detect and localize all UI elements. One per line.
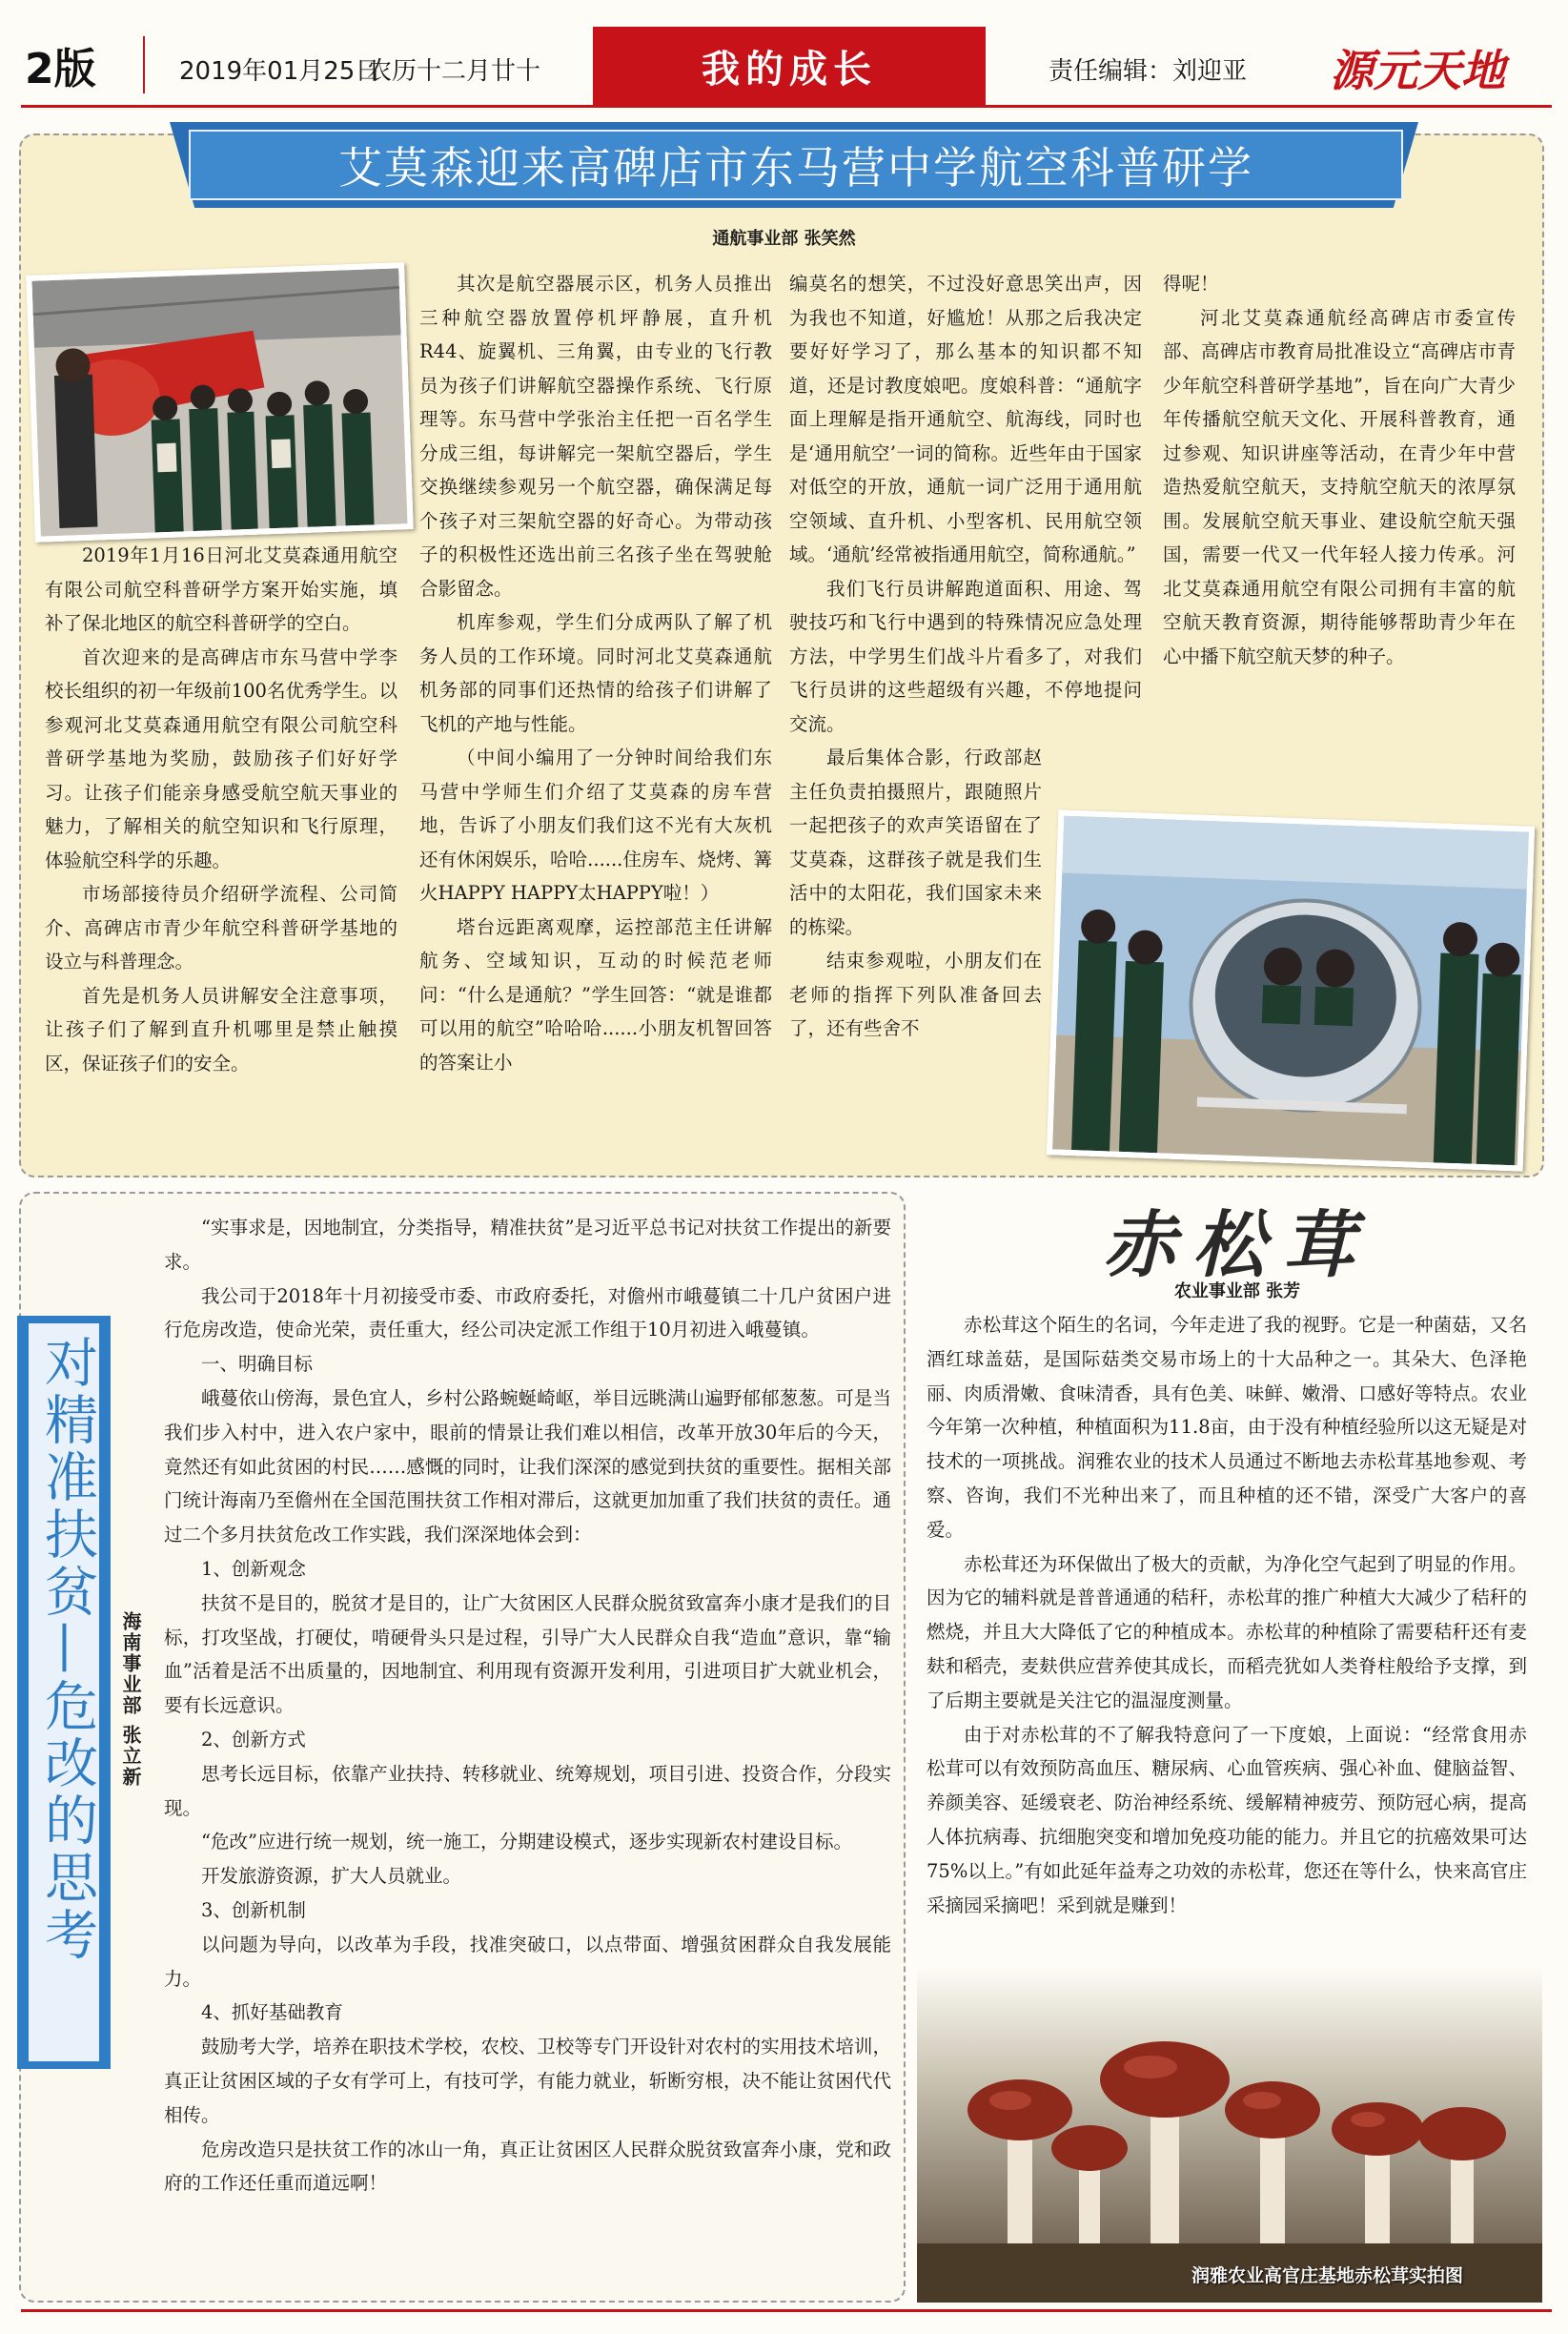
subheading: 3、创新机制 — [201, 1898, 306, 1921]
paragraph: 鼓励考大学，培养在职技术学校，农校、卫校等专门开设针对农村的实用技术培训，真正让贫困区域的子女有学可上，有技可学，有能力就业，斩断穷根，决不能让贫困代代相传。 — [164, 2036, 891, 2126]
paragraph: 市场部接待员介绍研学流程、公司简介、高碑店市青少年航空科普研学基地的设立与科普理念。 — [45, 883, 397, 972]
article-aviation-column-2 — [419, 267, 772, 1079]
paragraph: 我们飞行员讲解跑道面积、用途、驾驶技巧和飞行中遇到的特殊情况应急处理方法，中学男生们战斗片看多了，对我们飞行员讲的这些超级有兴趣，不停地提问交流。 — [789, 577, 1142, 735]
editor-credit: 责任编辑：刘迎亚 — [1049, 57, 1248, 86]
subheading: 1、创新观念 — [201, 1557, 306, 1580]
paragraph: 编莫名的想笑，不过没好意思笑出声，因为我也不知道，好尴尬！从那之后我决定要好好学习了，那么基本的知识都不知道，还是讨教度娘吧。度娘科普：“通航字面上理解是指开通航空、航海线，同时也是‘通用航空’一词的简称。近些年由于国家对低空的开放，通航一词广泛用于通用航空领域、直升机、小型客机、民用航空领域。‘通航’经常被指通用航空，简称通航。” — [789, 273, 1142, 565]
article-aviation-title: 艾莫森迎来高碑店市东马营中学航空科普研学 — [338, 142, 1253, 194]
paragraph: 首次迎来的是高碑店市东马营中学李校长组织的初一年级前100名优秀学生。以参观河北艾莫森通用航空有限公司航空科普研学基地为奖励，鼓励孩子们好好学习。让孩子们能亲身感受航空航天事业的魅力，了解相关的航空知识和飞行原理，体验航空科学的乐趣。 — [45, 645, 397, 871]
subheading: 2、创新方式 — [201, 1728, 306, 1750]
paragraph: 赤松茸这个陌生的名词，今年走进了我的视野。它是一种菌菇，又名酒红球盖菇，是国际菇类交易市场上的十大品种之一。其朵大、色泽艳丽、肉质滑嫩、食味清香，具有色美、味鲜、嫩滑、口感好等特点。农业今年第一次种植，种植面积为11.8亩，由于没有种植经验所以这无疑是对技术的一项挑战。润雅农业的技术人员通过不断地去赤松茸基地参观、考察、咨询，我们不光种出来了，而且种植的还不错，深受广大客户的喜爱。 — [927, 1314, 1527, 1541]
paragraph: 危房改造只是扶贫工作的冰山一角，真正让贫困区人民群众脱贫致富奔小康，党和政府的工作还任重而道远啊！ — [164, 2138, 891, 2195]
lunar-date: 农历十二月廿十 — [367, 57, 541, 86]
paragraph: 得呢！ — [1163, 273, 1219, 295]
header-rule — [21, 105, 1552, 108]
paragraph: “危改”应进行统一规划，统一施工，分期建设模式，逐步实现新农村建设目标。 — [201, 1831, 852, 1853]
paragraph: （中间小编用了一分钟时间给我们东马营中学师生们介绍了艾莫森的房车营地，告诉了小朋友们我们这不光有大灰机还有休闲娱乐，哈哈......住房车、烧烤、篝火HAPPY HAPPY太HAPPY啦！） — [419, 747, 772, 904]
paragraph: 最后集体合影，行政部赵主任负责拍摄照片，跟随照片一起把孩子的欢声笑语留在了艾莫森，这群孩子就是我们生活中的太阳花，我们国家未来的栋梁。 — [789, 747, 1042, 938]
paragraph: 由于对赤松茸的不了解我特意问了一下度娘，上面说：“经常食用赤松茸可以有效预防高血压、糖尿病、心血管疾病、强心补血、健脑益智、养颜美容、延缓衰老、防治神经系统、缓解精神疲劳、预防冠心病，提高人体抗病毒、抗细胞突变和增加免疫功能的能力。并且它的抗癌效果可达75%以上。”有如此延年益寿之功效的赤松茸，您还在等什么，快来高官庄采摘园采摘吧！采到就是赚到！ — [927, 1723, 1527, 1916]
paragraph: 赤松茸还为环保做出了极大的贡献，为净化空气起到了明显的作用。因为它的辅料就是普普通通的秸秆，赤松茸的推广种植大大减少了秸秆的燃烧，并且大大降低了它的种植成本。赤松茸的种植除了需要秸秆还有麦麸和稻壳，麦麸供应营养使其成长，而稻壳犹如人类脊柱般给予支撑，到了后期主要就是关注它的温湿度测量。 — [927, 1552, 1527, 1711]
article-mushroom-byline: 农业事业部 张芳 — [1173, 1281, 1301, 1301]
paragraph: 河北艾莫森通航经高碑店市委宣传部、高碑店市教育局批准设立“高碑店市青少年航空科普研学基地”，旨在向广大青少年传播航空航天文化、开展科普教育，通过参观、知识讲座等活动，在青少年中营造热爱航空航天，支持航空航天的浓厚氛围。发展航空航天事业、建设航空航天强国，需要一代又一代年轻人接力传承。河北艾莫森通用航空有限公司拥有丰富的航空航天教育资源，期待能够帮助青少年在心中播下航空航天梦的种子。 — [1163, 306, 1516, 667]
paragraph: 扶贫不是目的，脱贫才是目的，让广大贫困区人民群众脱贫致富奔小康才是我们的目标，打攻坚战，打硬仗，啃硬骨头只是过程，引导广大人民群众自我“造血”意识，靠“输血”活着是活不出质量的，因地制宜、利用现有资源开发利用，引进项目扩大就业机会，要有长远意识。 — [164, 1591, 891, 1717]
page-number: 2版 — [25, 45, 96, 93]
subheading: 4、抓好基础教育 — [201, 2001, 343, 2024]
mushroom-photo-caption: 润雅农业高官庄基地赤松茸实拍图 — [1191, 2265, 1464, 2286]
paragraph: 机库参观，学生们分成两队了解了机务人员的工作环境。同时河北艾莫森通航机务部的同事们还热情的给孩子们讲解了飞机的产地与性能。 — [419, 611, 772, 735]
article-poverty-body — [164, 1211, 891, 2201]
article-poverty-byline: 海南事业部 张立新 — [119, 1611, 142, 1788]
subheading: 一、明确目标 — [201, 1353, 314, 1376]
section-title: 我的成长 — [593, 27, 986, 105]
hangar-students-photo — [26, 262, 414, 543]
paragraph: “实事求是，因地制宜，分类指导，精准扶贫”是习近平总书记对扶贫工作提出的新要求。 — [164, 1217, 891, 1273]
paragraph: 结束参观啦，小朋友们在老师的指挥下列队准备回去了，还有些舍不 — [789, 950, 1042, 1039]
header-divider — [143, 36, 145, 93]
article-aviation-title-frame — [189, 130, 1403, 200]
footer-rule — [21, 2309, 1552, 2312]
paragraph: 峨蔓依山傍海，景色宜人，乡村公路蜿蜒崎岖，举目远眺满山遍野郁郁葱葱。可是当我们步入村中，进入农户家中，眼前的情景让我们难以相信，改革开放30年后的今天，竟然还有如此贫困的村民……感慨的同时，让我们深深的感觉到扶贫的重要性。据相关部门统计海南乃至儋州在全国范围扶贫工作相对滞后，这就更加加重了我们扶贫的责任。通过二个多月扶贫危改工作实践，我们深深地体会到： — [164, 1386, 891, 1546]
paragraph: 其次是航空器展示区，机务人员推出三种航空器放置停机坪静展，直升机R44、旋翼机、三角翼，由专业的飞行教员为孩子们讲解航空器操作系统、飞行原理等。东马营中学张治主任把一百名学生分成三组，每讲解完一架航空器后，学生交换继续参观另一个航空器，确保满足每个孩子对三架航空器的好奇心。为带动孩子的积极性还选出前三名孩子坐在驾驶舱合影留念。 — [419, 273, 772, 600]
paragraph: 思考长远目标，依靠产业扶持、转移就业、统筹规划，项目引进、投资合作，分段实现。 — [164, 1762, 891, 1819]
paragraph: 我公司于2018年十月初接受市委、市政府委托，对儋州市峨蔓镇二十几户贫困户进行危房改造，使命光荣，责任重大，经公司决定派工作组于10月初进入峨蔓镇。 — [164, 1284, 891, 1341]
article-poverty-title: 对精准扶贫—危改的思考 — [36, 1335, 98, 1964]
masthead-logo: 源元天地 — [1330, 45, 1505, 96]
paragraph: 以问题为导向，以改革为手段，找准突破口，以点带面、增强贫困群众自我发展能力。 — [164, 1933, 891, 1990]
paragraph: 首先是机务人员讲解安全注意事项，让孩子们了解到直升机哪里是禁止触摸区，保证孩子们的安全。 — [45, 984, 397, 1075]
issue-date: 2019年01月25日 — [179, 57, 380, 86]
paragraph: 2019年1月16日河北艾莫森通用航空有限公司航空科普研学方案开始实施，填补了保北地区的航空科普研学的空白。 — [45, 544, 397, 634]
article-aviation-column-1 — [45, 539, 397, 1080]
article-aviation-column-4 — [1163, 267, 1516, 673]
paragraph: 塔台远距离观摩，运控部范主任讲解航务、空域知识，互动的时候范老师问：“什么是通航？”学生回答：“就是谁都可以用的航空”哈哈哈......小朋友机智回答的答案让小 — [419, 915, 772, 1074]
article-aviation-byline: 通航事业部 张笑然 — [712, 229, 856, 249]
helicopter-cockpit-photo — [1047, 809, 1535, 1171]
article-mushroom-body — [927, 1308, 1527, 1922]
article-mushroom-title: 赤松茸 — [1103, 1202, 1372, 1287]
mushroom-photo — [917, 1967, 1542, 2303]
paragraph: 开发旅游资源，扩大人员就业。 — [201, 1865, 462, 1888]
